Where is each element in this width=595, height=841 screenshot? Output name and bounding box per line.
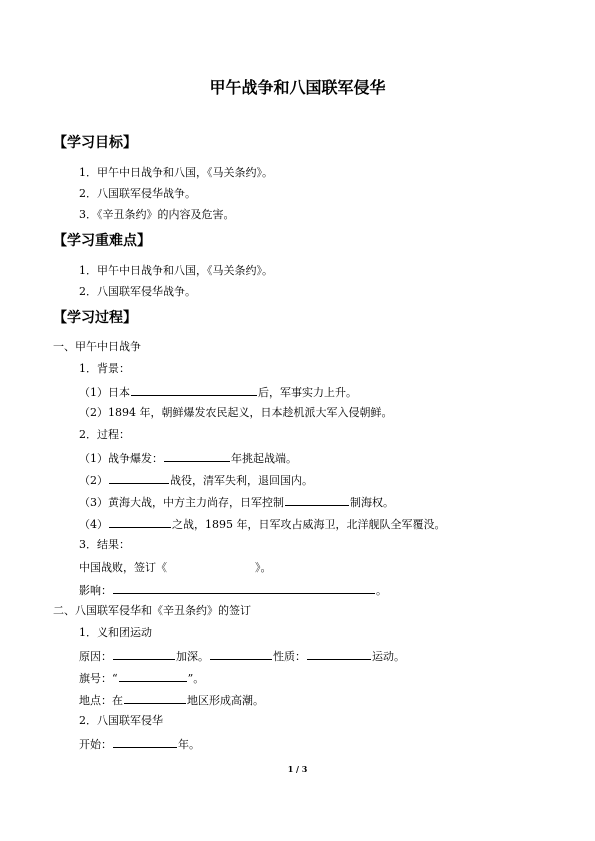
boxer-place	[79, 692, 264, 708]
course-item-1	[79, 450, 297, 466]
blank-field[interactable]	[168, 560, 254, 571]
start-prefix: 开始：	[79, 738, 112, 751]
slogan-suffix: ”。	[187, 672, 205, 685]
c1-suffix: 年挑起战端。	[231, 452, 297, 465]
section-heading-goals: 【学习目标】	[53, 135, 137, 151]
c2-prefix: （2）	[79, 474, 108, 487]
cause-prefix: 原因：	[79, 650, 112, 663]
page-number: 1 / 3	[287, 764, 308, 774]
cause-suffix: 加深。	[176, 650, 209, 663]
background-item-1	[79, 384, 357, 400]
blank-field[interactable]	[113, 736, 177, 748]
invasion-start	[79, 736, 200, 752]
nature-suffix: 运动。	[372, 650, 405, 663]
r1-prefix: 中国战败，签订《	[79, 561, 167, 574]
blank-field[interactable]	[210, 648, 272, 660]
boxer-cause-nature	[79, 648, 405, 664]
part1-title: 一、甲午中日战争	[53, 340, 141, 353]
nature-label: 性质：	[273, 650, 306, 663]
result-label: 3．结果：	[79, 538, 130, 551]
section-heading-process: 【学习过程】	[53, 310, 137, 326]
blank-field[interactable]	[164, 450, 230, 462]
blank-field[interactable]	[113, 648, 175, 660]
blank-field[interactable]	[119, 670, 187, 682]
key-point-item-1: 1．甲午中日战争和八国，《马关条约》。	[79, 264, 273, 277]
r2-prefix: 影响：	[79, 584, 112, 597]
result-item-2	[79, 582, 387, 598]
blank-field[interactable]	[113, 582, 375, 594]
place-prefix: 地点：在	[79, 694, 123, 707]
c3-prefix: （3）黄海大战，中方主力尚存，日军控制	[79, 496, 284, 509]
section-heading-key-points: 【学习重难点】	[53, 233, 151, 249]
part2-title: 二、八国联军侵华和《辛丑条约》的签订	[53, 604, 251, 617]
key-point-item-2: 2．八国联军侵华战争。	[79, 285, 196, 298]
c4-suffix: 之战，1895 年，日军攻占威海卫，北洋舰队全军覆没。	[172, 518, 446, 531]
blank-field[interactable]	[109, 516, 171, 528]
goal-item-1: 1．甲午中日战争和八国，《马关条约》。	[79, 166, 273, 179]
slogan-prefix: 旗号：“	[79, 672, 118, 685]
bg1-suffix: 后，军事实力上升。	[258, 386, 357, 399]
course-item-4	[79, 516, 446, 532]
c2-suffix: 战役，清军失利，退回国内。	[170, 474, 313, 487]
goal-item-3: 3．《辛丑条约》的内容及危害。	[79, 208, 235, 221]
c3-suffix: 制海权。	[350, 496, 394, 509]
background-label: 1．背景：	[79, 362, 130, 375]
place-suffix: 地区形成高潮。	[187, 694, 264, 707]
r2-suffix: 。	[376, 584, 387, 597]
course-item-3	[79, 494, 394, 510]
document-title: 甲午战争和八国联军侵华	[209, 78, 386, 97]
boxer-slogan	[79, 670, 204, 686]
background-item-2: （2）1894 年，朝鲜爆发农民起义，日本趁机派大军入侵朝鲜。	[79, 406, 393, 419]
blank-field[interactable]	[124, 692, 186, 704]
blank-field[interactable]	[109, 472, 169, 484]
blank-field[interactable]	[307, 648, 371, 660]
c4-prefix: （4）	[79, 518, 108, 531]
r1-suffix: 》。	[255, 561, 272, 574]
boxer-label: 1．义和团运动	[79, 626, 152, 639]
bg1-prefix: （1）日本	[79, 386, 130, 399]
course-item-2	[79, 472, 313, 488]
c1-prefix: （1）战争爆发：	[79, 452, 163, 465]
course-label: 2．过程：	[79, 428, 130, 441]
start-suffix: 年。	[178, 738, 200, 751]
invasion-label: 2．八国联军侵华	[79, 714, 163, 727]
goal-item-2: 2．八国联军侵华战争。	[79, 187, 196, 200]
blank-field[interactable]	[285, 494, 349, 506]
result-item-1	[79, 560, 272, 575]
blank-field[interactable]	[131, 384, 257, 396]
